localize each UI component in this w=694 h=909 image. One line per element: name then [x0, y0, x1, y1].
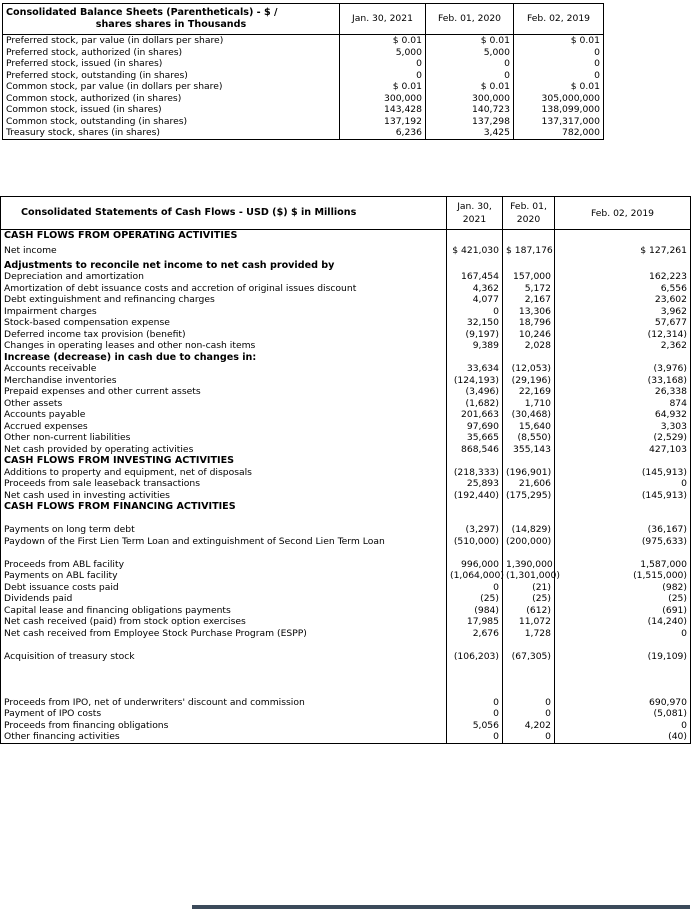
empty-cell: [1, 639, 447, 651]
balance-title-line1: Consolidated Balance Sheets (Parentheticals) - $ /: [6, 7, 278, 18]
row-value: 137,298: [426, 116, 514, 128]
row-label: Other assets: [1, 398, 447, 410]
row-value: 1,728: [503, 628, 555, 640]
table-row: [1, 628, 691, 640]
table-row: [1, 593, 691, 605]
row-value: 26,338: [555, 386, 691, 398]
empty-cell: [555, 674, 691, 686]
row-value: 5,056: [447, 720, 503, 732]
row-value: 0: [555, 478, 691, 490]
empty-cell: [447, 230, 503, 242]
row-value: (1,682): [447, 398, 503, 410]
row-value: $ 0.01: [426, 81, 514, 93]
spacer-row: [1, 547, 691, 559]
table-row: [3, 70, 604, 82]
section-header-row: [1, 230, 691, 242]
empty-cell: [447, 352, 503, 364]
empty-cell: [555, 662, 691, 674]
row-value: (982): [555, 582, 691, 594]
row-label: Additions to property and equipment, net of disposals: [1, 467, 447, 479]
row-value: 33,634: [447, 363, 503, 375]
empty-cell: [1, 547, 447, 559]
table-row: [1, 570, 691, 582]
table-row: [1, 559, 691, 571]
row-value: (19,109): [555, 651, 691, 663]
row-label: Treasury stock, shares (in shares): [3, 127, 340, 139]
row-value: 300,000: [426, 93, 514, 105]
table-row: [1, 444, 691, 456]
row-label: Common stock, outstanding (in shares): [3, 116, 340, 128]
row-value: $ 127,261: [555, 242, 691, 260]
row-value: 138,099,000: [514, 104, 604, 116]
table-row: [3, 116, 604, 128]
balance-column-header: Feb. 01, 2020: [426, 4, 514, 35]
row-label: Preferred stock, authorized (in shares): [3, 47, 340, 59]
row-label: Common stock, issued (in shares): [3, 104, 340, 116]
row-value: (14,829): [503, 524, 555, 536]
row-value: 64,932: [555, 409, 691, 421]
balance-sheet-table: [2, 3, 604, 140]
row-value: (5,081): [555, 708, 691, 720]
row-value: (192,440): [447, 490, 503, 502]
row-value: 3,962: [555, 306, 691, 318]
row-value: $ 0.01: [340, 35, 426, 47]
row-value: 300,000: [340, 93, 426, 105]
cash-flow-body: [1, 197, 691, 744]
table-row: [3, 93, 604, 105]
row-value: 143,428: [340, 104, 426, 116]
row-value: 5,000: [426, 47, 514, 59]
row-label: Net cash used in investing activities: [1, 490, 447, 502]
empty-cell: [555, 639, 691, 651]
row-value: (1,515,000): [555, 570, 691, 582]
row-value: 782,000: [514, 127, 604, 139]
row-label: Net cash received (paid) from stock option exercises: [1, 616, 447, 628]
row-label: Debt issuance costs paid: [1, 582, 447, 594]
table-row: [1, 524, 691, 536]
row-value: 6,556: [555, 283, 691, 295]
row-value: 3,303: [555, 421, 691, 433]
row-value: 0: [340, 70, 426, 82]
row-label: Amortization of debt issuance costs and accretion of original issues discount: [1, 283, 447, 295]
row-value: 2,028: [503, 340, 555, 352]
row-value: 1,710: [503, 398, 555, 410]
row-value: 0: [503, 697, 555, 709]
row-label: Preferred stock, par value (in dollars per share): [3, 35, 340, 47]
table-row: [1, 409, 691, 421]
cash-flow-table: [0, 196, 691, 744]
row-label: Prepaid expenses and other current assets: [1, 386, 447, 398]
empty-cell: [1, 674, 447, 686]
row-label: Accrued expenses: [1, 421, 447, 433]
empty-cell: [503, 352, 555, 364]
table-row: [1, 363, 691, 375]
row-value: 23,602: [555, 294, 691, 306]
row-value: 0: [447, 582, 503, 594]
empty-cell: [447, 501, 503, 513]
row-value: 0: [503, 708, 555, 720]
row-value: 868,546: [447, 444, 503, 456]
empty-cell: [503, 674, 555, 686]
table-row: [1, 375, 691, 387]
row-label: Preferred stock, issued (in shares): [3, 58, 340, 70]
table-row: [3, 47, 604, 59]
row-value: 996,000: [447, 559, 503, 571]
row-label: Payments on long term debt: [1, 524, 447, 536]
row-value: (612): [503, 605, 555, 617]
row-value: (12,053): [503, 363, 555, 375]
row-value: 18,796: [503, 317, 555, 329]
row-value: $ 421,030: [447, 242, 503, 260]
row-value: 137,192: [340, 116, 426, 128]
row-value: 2,167: [503, 294, 555, 306]
section-label: CASH FLOWS FROM INVESTING ACTIVITIES: [1, 455, 447, 467]
table-row: [1, 536, 691, 548]
table-row: [1, 467, 691, 479]
row-value: $ 0.01: [340, 81, 426, 93]
row-value: 0: [503, 731, 555, 743]
table-row: [1, 398, 691, 410]
column-header-line: 2020: [516, 214, 541, 225]
row-value: 0: [514, 47, 604, 59]
row-value: 1,390,000: [503, 559, 555, 571]
row-value: (8,550): [503, 432, 555, 444]
row-value: (984): [447, 605, 503, 617]
row-label: Net cash provided by operating activities: [1, 444, 447, 456]
row-label: Depreciation and amortization: [1, 271, 447, 283]
section-header-row: [1, 501, 691, 513]
balance-title-line2: shares shares in Thousands: [95, 19, 247, 30]
row-value: (30,468): [503, 409, 555, 421]
empty-cell: [447, 639, 503, 651]
empty-cell: [447, 513, 503, 525]
empty-cell: [555, 513, 691, 525]
row-value: 157,000: [503, 271, 555, 283]
empty-cell: [503, 662, 555, 674]
row-value: (196,901): [503, 467, 555, 479]
section-label: Adjustments to reconcile net income to net cash provided by: [1, 260, 447, 272]
empty-cell: [1, 513, 447, 525]
empty-cell: [555, 547, 691, 559]
empty-cell: [555, 260, 691, 272]
row-value: 10,246: [503, 329, 555, 341]
cash-flow-column-header: [503, 197, 555, 230]
row-value: (25): [503, 593, 555, 605]
empty-cell: [447, 455, 503, 467]
row-value: 97,690: [447, 421, 503, 433]
column-header-line: Feb. 01,: [510, 201, 547, 212]
row-value: 57,677: [555, 317, 691, 329]
row-value: (145,913): [555, 490, 691, 502]
empty-cell: [1, 685, 447, 697]
row-value: (175,295): [503, 490, 555, 502]
row-label: Net income: [1, 242, 447, 260]
row-value: 4,202: [503, 720, 555, 732]
row-value: (2,529): [555, 432, 691, 444]
row-value: 874: [555, 398, 691, 410]
balance-column-header: Feb. 02, 2019: [514, 4, 604, 35]
row-value: 17,985: [447, 616, 503, 628]
empty-cell: [503, 501, 555, 513]
table-row: [1, 242, 691, 260]
row-value: (218,333): [447, 467, 503, 479]
row-value: 13,306: [503, 306, 555, 318]
table-row: [1, 697, 691, 709]
row-label: Acquisition of treasury stock: [1, 651, 447, 663]
table-row: [1, 478, 691, 490]
row-value: 9,389: [447, 340, 503, 352]
empty-cell: [503, 455, 555, 467]
empty-cell: [1, 662, 447, 674]
spacer-row: [1, 674, 691, 686]
row-value: 2,362: [555, 340, 691, 352]
cash-flow-column-header: [447, 197, 503, 230]
row-value: (33,168): [555, 375, 691, 387]
row-value: (9,197): [447, 329, 503, 341]
section-label: Increase (decrease) in cash due to changes in:: [1, 352, 447, 364]
table-row: [1, 317, 691, 329]
table-row: [1, 283, 691, 295]
row-value: (691): [555, 605, 691, 617]
row-value: 6,236: [340, 127, 426, 139]
table-row: [3, 127, 604, 139]
row-value: (12,314): [555, 329, 691, 341]
row-label: Common stock, par value (in dollars per share): [3, 81, 340, 93]
row-value: (21): [503, 582, 555, 594]
row-value: 137,317,000: [514, 116, 604, 128]
empty-cell: [503, 639, 555, 651]
row-label: Debt extinguishment and refinancing charges: [1, 294, 447, 306]
empty-cell: [503, 513, 555, 525]
row-value: (1,064,000): [447, 570, 503, 582]
row-value: 305,000,000: [514, 93, 604, 105]
row-label: Payment of IPO costs: [1, 708, 447, 720]
table-row: [1, 720, 691, 732]
table-row: [1, 616, 691, 628]
row-label: Paydown of the First Lien Term Loan and extinguishment of Second Lien Term Loan: [1, 536, 447, 548]
row-value: 4,362: [447, 283, 503, 295]
row-value: 5,172: [503, 283, 555, 295]
row-value: 2,676: [447, 628, 503, 640]
table-row: [1, 294, 691, 306]
balance-column-header: Jan. 30, 2021: [340, 4, 426, 35]
row-value: 0: [447, 731, 503, 743]
spacer-row: [1, 662, 691, 674]
table-row: [1, 582, 691, 594]
row-value: (3,297): [447, 524, 503, 536]
row-label: Capital lease and financing obligations payments: [1, 605, 447, 617]
row-value: 0: [426, 58, 514, 70]
row-value: 32,150: [447, 317, 503, 329]
row-value: 11,072: [503, 616, 555, 628]
row-value: 4,077: [447, 294, 503, 306]
row-value: 0: [340, 58, 426, 70]
row-value: 167,454: [447, 271, 503, 283]
row-value: 0: [447, 708, 503, 720]
empty-cell: [555, 501, 691, 513]
row-label: Proceeds from financing obligations: [1, 720, 447, 732]
row-value: (124,193): [447, 375, 503, 387]
row-value: 427,103: [555, 444, 691, 456]
cash-flow-title: Consolidated Statements of Cash Flows - USD ($) $ in Millions: [1, 197, 447, 230]
row-value: (25): [447, 593, 503, 605]
row-value: 0: [447, 697, 503, 709]
empty-cell: [447, 685, 503, 697]
row-value: $ 0.01: [426, 35, 514, 47]
row-label: Proceeds from IPO, net of underwriters' discount and commission: [1, 697, 447, 709]
table-row: [3, 35, 604, 47]
spacer-row: [1, 685, 691, 697]
table-row: [1, 271, 691, 283]
empty-cell: [503, 685, 555, 697]
table-row: [1, 306, 691, 318]
empty-cell: [503, 260, 555, 272]
table-row: [3, 58, 604, 70]
row-label: Changes in operating leases and other non-cash items: [1, 340, 447, 352]
row-value: 0: [555, 720, 691, 732]
spacer-row: [1, 513, 691, 525]
row-value: 1,587,000: [555, 559, 691, 571]
table-row: [1, 605, 691, 617]
table-row: [1, 386, 691, 398]
column-header-line: Feb. 02, 2019: [590, 207, 655, 219]
row-value: 15,640: [503, 421, 555, 433]
table-row: [1, 708, 691, 720]
section-label: CASH FLOWS FROM FINANCING ACTIVITIES: [1, 501, 447, 513]
row-value: (3,976): [555, 363, 691, 375]
row-label: Merchandise inventories: [1, 375, 447, 387]
row-value: 22,169: [503, 386, 555, 398]
cash-flow-header-row: [1, 197, 691, 230]
row-value: $ 187,176: [503, 242, 555, 260]
row-value: 35,665: [447, 432, 503, 444]
row-value: 690,970: [555, 697, 691, 709]
row-label: Impairment charges: [1, 306, 447, 318]
row-label: Other financing activities: [1, 731, 447, 743]
column-header-line: 2021: [462, 214, 487, 225]
row-label: Stock-based compensation expense: [1, 317, 447, 329]
row-label: Accounts payable: [1, 409, 447, 421]
column-header-line: Jan. 30,: [457, 201, 492, 212]
empty-cell: [555, 230, 691, 242]
row-value: 140,723: [426, 104, 514, 116]
table-row: [3, 81, 604, 93]
row-value: 0: [426, 70, 514, 82]
row-value: 0: [555, 628, 691, 640]
row-label: Accounts receivable: [1, 363, 447, 375]
table-row: [1, 731, 691, 743]
row-label: Deferred income tax provision (benefit): [1, 329, 447, 341]
row-label: Preferred stock, outstanding (in shares): [3, 70, 340, 82]
row-value: (200,000): [503, 536, 555, 548]
empty-cell: [555, 455, 691, 467]
row-label: Dividends paid: [1, 593, 447, 605]
row-value: $ 0.01: [514, 35, 604, 47]
row-value: 162,223: [555, 271, 691, 283]
empty-cell: [447, 662, 503, 674]
row-value: (975,633): [555, 536, 691, 548]
row-label: Other non-current liabilities: [1, 432, 447, 444]
row-value: (106,203): [447, 651, 503, 663]
section-header-row: [1, 260, 691, 272]
table-row: [1, 651, 691, 663]
row-label: Net cash received from Employee Stock Purchase Program (ESPP): [1, 628, 447, 640]
section-header-row: [1, 455, 691, 467]
table-row: [1, 490, 691, 502]
empty-cell: [555, 685, 691, 697]
row-value: 5,000: [340, 47, 426, 59]
empty-cell: [555, 352, 691, 364]
row-value: 355,143: [503, 444, 555, 456]
section-label: CASH FLOWS FROM OPERATING ACTIVITIES: [1, 230, 447, 242]
empty-cell: [503, 547, 555, 559]
empty-cell: [447, 674, 503, 686]
row-value: 3,425: [426, 127, 514, 139]
row-label: Common stock, authorized (in shares): [3, 93, 340, 105]
row-value: (67,305): [503, 651, 555, 663]
row-value: (510,000): [447, 536, 503, 548]
row-value: (36,167): [555, 524, 691, 536]
table-row: [1, 329, 691, 341]
row-value: (40): [555, 731, 691, 743]
row-label: Proceeds from sale leaseback transactions: [1, 478, 447, 490]
section-header-row: [1, 352, 691, 364]
row-value: 0: [447, 306, 503, 318]
row-value: 0: [514, 58, 604, 70]
row-value: 0: [514, 70, 604, 82]
row-value: (1,301,000): [503, 570, 555, 582]
table-row: [1, 432, 691, 444]
horizontal-scrollbar[interactable]: [192, 905, 690, 909]
cash-flow-column-header: [555, 197, 691, 230]
row-value: (14,240): [555, 616, 691, 628]
table-row: [1, 340, 691, 352]
empty-cell: [503, 230, 555, 242]
balance-sheet-body: [3, 4, 604, 140]
row-value: (25): [555, 593, 691, 605]
row-label: Payments on ABL facility: [1, 570, 447, 582]
row-value: 25,893: [447, 478, 503, 490]
row-value: $ 0.01: [514, 81, 604, 93]
row-value: 21,606: [503, 478, 555, 490]
row-label: Proceeds from ABL facility: [1, 559, 447, 571]
table-row: [1, 421, 691, 433]
row-value: (3,496): [447, 386, 503, 398]
empty-cell: [447, 260, 503, 272]
empty-cell: [447, 547, 503, 559]
table-row: [3, 104, 604, 116]
row-value: (29,196): [503, 375, 555, 387]
balance-title: [3, 4, 340, 35]
row-value: 201,663: [447, 409, 503, 421]
row-value: (145,913): [555, 467, 691, 479]
spacer-row: [1, 639, 691, 651]
